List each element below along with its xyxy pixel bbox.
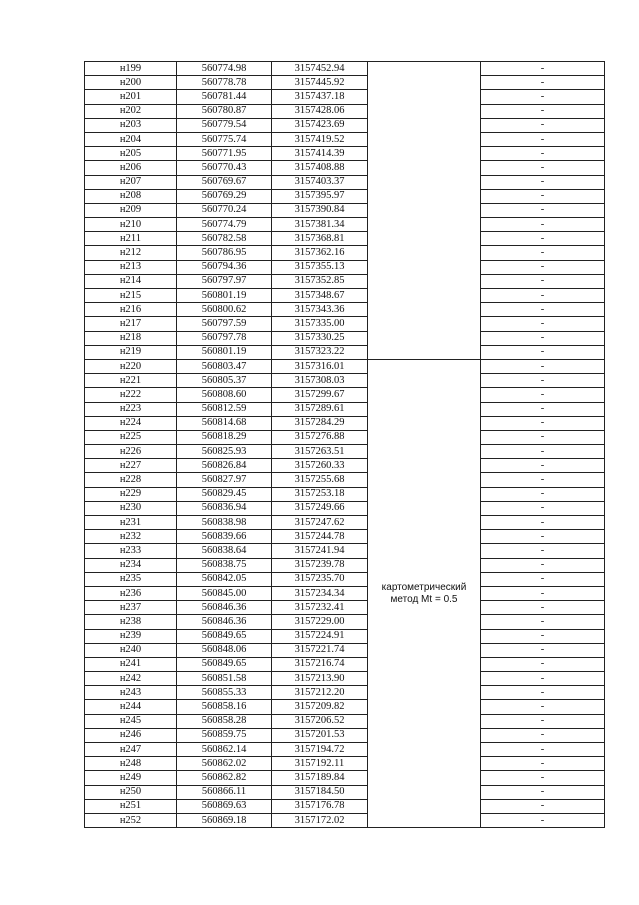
point-number-cell: н239 — [85, 629, 177, 643]
y-coordinate-cell: 3157395.97 — [272, 189, 368, 203]
table-row — [85, 615, 605, 629]
x-coordinate-cell: 560770.24 — [177, 203, 272, 217]
point-number-cell: н244 — [85, 700, 177, 714]
note-cell: - — [481, 657, 605, 671]
y-coordinate-cell: 3157343.36 — [272, 303, 368, 317]
point-number-cell: н222 — [85, 388, 177, 402]
point-number-cell: н243 — [85, 686, 177, 700]
y-coordinate-cell: 3157176.78 — [272, 799, 368, 813]
x-coordinate-cell: 560780.87 — [177, 104, 272, 118]
table-row — [85, 175, 605, 189]
x-coordinate-cell: 560842.05 — [177, 572, 272, 586]
y-coordinate-cell: 3157260.33 — [272, 459, 368, 473]
table-row — [85, 388, 605, 402]
point-number-cell: н206 — [85, 161, 177, 175]
x-coordinate-cell: 560858.28 — [177, 714, 272, 728]
table-row — [85, 416, 605, 430]
coordinates-table — [84, 61, 605, 828]
note-cell: - — [481, 459, 605, 473]
table-row — [85, 260, 605, 274]
table-row — [85, 374, 605, 388]
y-coordinate-cell: 3157414.39 — [272, 147, 368, 161]
y-coordinate-cell: 3157221.74 — [272, 643, 368, 657]
x-coordinate-cell: 560862.82 — [177, 771, 272, 785]
x-coordinate-cell: 560774.79 — [177, 218, 272, 232]
point-number-cell: н241 — [85, 657, 177, 671]
y-coordinate-cell: 3157229.00 — [272, 615, 368, 629]
point-number-cell: н209 — [85, 203, 177, 217]
y-coordinate-cell: 3157249.66 — [272, 501, 368, 515]
point-number-cell: н231 — [85, 516, 177, 530]
x-coordinate-cell: 560812.59 — [177, 402, 272, 416]
y-coordinate-cell: 3157209.82 — [272, 700, 368, 714]
x-coordinate-cell: 560858.16 — [177, 700, 272, 714]
x-coordinate-cell: 560846.36 — [177, 601, 272, 615]
note-cell: - — [481, 544, 605, 558]
point-number-cell: н199 — [85, 62, 177, 76]
x-coordinate-cell: 560774.98 — [177, 62, 272, 76]
table-row — [85, 629, 605, 643]
x-coordinate-cell: 560781.44 — [177, 90, 272, 104]
table-row — [85, 672, 605, 686]
note-cell: - — [481, 416, 605, 430]
note-cell: - — [481, 175, 605, 189]
table-row — [85, 331, 605, 345]
table-row — [85, 274, 605, 288]
point-number-cell: н213 — [85, 260, 177, 274]
note-cell: - — [481, 388, 605, 402]
x-coordinate-cell: 560794.36 — [177, 260, 272, 274]
note-cell: - — [481, 132, 605, 146]
table-row — [85, 104, 605, 118]
y-coordinate-cell: 3157244.78 — [272, 530, 368, 544]
note-cell: - — [481, 374, 605, 388]
note-cell: - — [481, 118, 605, 132]
point-number-cell: н228 — [85, 473, 177, 487]
point-number-cell: н208 — [85, 189, 177, 203]
x-coordinate-cell: 560769.67 — [177, 175, 272, 189]
x-coordinate-cell: 560779.54 — [177, 118, 272, 132]
table-row — [85, 189, 605, 203]
coordinates-table-body — [85, 62, 605, 828]
note-cell: - — [481, 445, 605, 459]
x-coordinate-cell: 560797.97 — [177, 274, 272, 288]
y-coordinate-cell: 3157192.11 — [272, 757, 368, 771]
table-row — [85, 771, 605, 785]
table-row — [85, 728, 605, 742]
note-cell: - — [481, 714, 605, 728]
note-cell: - — [481, 90, 605, 104]
point-number-cell: н212 — [85, 246, 177, 260]
note-cell: - — [481, 203, 605, 217]
note-cell: - — [481, 601, 605, 615]
y-coordinate-cell: 3157348.67 — [272, 289, 368, 303]
y-coordinate-cell: 3157213.90 — [272, 672, 368, 686]
note-cell: - — [481, 700, 605, 714]
table-row — [85, 530, 605, 544]
note-cell: - — [481, 785, 605, 799]
y-coordinate-cell: 3157247.62 — [272, 516, 368, 530]
point-number-cell: н203 — [85, 118, 177, 132]
y-coordinate-cell: 3157335.00 — [272, 317, 368, 331]
point-number-cell: н246 — [85, 728, 177, 742]
point-number-cell: н219 — [85, 345, 177, 359]
x-coordinate-cell: 560800.62 — [177, 303, 272, 317]
x-coordinate-cell: 560869.18 — [177, 813, 272, 827]
note-cell: - — [481, 303, 605, 317]
y-coordinate-cell: 3157212.20 — [272, 686, 368, 700]
x-coordinate-cell: 560849.65 — [177, 657, 272, 671]
x-coordinate-cell: 560838.64 — [177, 544, 272, 558]
y-coordinate-cell: 3157234.34 — [272, 586, 368, 600]
point-number-cell: н233 — [85, 544, 177, 558]
table-row — [85, 132, 605, 146]
point-number-cell: н238 — [85, 615, 177, 629]
note-cell: - — [481, 516, 605, 530]
table-row — [85, 799, 605, 813]
method-text: картометрический — [381, 581, 467, 593]
x-coordinate-cell: 560786.95 — [177, 246, 272, 260]
y-coordinate-cell: 3157308.03 — [272, 374, 368, 388]
table-row — [85, 757, 605, 771]
x-coordinate-cell: 560862.02 — [177, 757, 272, 771]
note-cell: - — [481, 643, 605, 657]
note-cell: - — [481, 672, 605, 686]
table-row — [85, 643, 605, 657]
x-coordinate-cell: 560826.84 — [177, 459, 272, 473]
y-coordinate-cell: 3157428.06 — [272, 104, 368, 118]
note-cell: - — [481, 813, 605, 827]
table-row — [85, 203, 605, 217]
note-cell: - — [481, 430, 605, 444]
x-coordinate-cell: 560869.63 — [177, 799, 272, 813]
x-coordinate-cell: 560818.29 — [177, 430, 272, 444]
note-cell: - — [481, 586, 605, 600]
y-coordinate-cell: 3157408.88 — [272, 161, 368, 175]
y-coordinate-cell: 3157381.34 — [272, 218, 368, 232]
note-cell: - — [481, 232, 605, 246]
x-coordinate-cell: 560782.58 — [177, 232, 272, 246]
x-coordinate-cell: 560801.19 — [177, 345, 272, 359]
x-coordinate-cell: 560849.65 — [177, 629, 272, 643]
point-number-cell: н207 — [85, 175, 177, 189]
table-row — [85, 317, 605, 331]
x-coordinate-cell: 560859.75 — [177, 728, 272, 742]
point-number-cell: н229 — [85, 487, 177, 501]
y-coordinate-cell: 3157355.13 — [272, 260, 368, 274]
table-row — [85, 445, 605, 459]
note-cell: - — [481, 629, 605, 643]
point-number-cell: н234 — [85, 558, 177, 572]
note-cell: - — [481, 530, 605, 544]
note-cell: - — [481, 743, 605, 757]
x-coordinate-cell: 560846.36 — [177, 615, 272, 629]
table-row — [85, 487, 605, 501]
point-number-cell: н237 — [85, 601, 177, 615]
table-row — [85, 90, 605, 104]
y-coordinate-cell: 3157239.78 — [272, 558, 368, 572]
method-text: метод Mt = 0.5 — [390, 593, 458, 605]
note-cell: - — [481, 317, 605, 331]
y-coordinate-cell: 3157352.85 — [272, 274, 368, 288]
x-coordinate-cell: 560801.19 — [177, 289, 272, 303]
table-row — [85, 785, 605, 799]
y-coordinate-cell: 3157263.51 — [272, 445, 368, 459]
note-cell: - — [481, 572, 605, 586]
y-coordinate-cell: 3157216.74 — [272, 657, 368, 671]
table-row — [85, 459, 605, 473]
y-coordinate-cell: 3157323.22 — [272, 345, 368, 359]
note-cell: - — [481, 246, 605, 260]
point-number-cell: н211 — [85, 232, 177, 246]
method-cell — [368, 62, 481, 360]
table-row — [85, 813, 605, 827]
x-coordinate-cell: 560838.75 — [177, 558, 272, 572]
x-coordinate-cell: 560825.93 — [177, 445, 272, 459]
note-cell: - — [481, 799, 605, 813]
y-coordinate-cell: 3157184.50 — [272, 785, 368, 799]
note-cell: - — [481, 331, 605, 345]
table-row — [85, 544, 605, 558]
y-coordinate-cell: 3157172.02 — [272, 813, 368, 827]
note-cell: - — [481, 189, 605, 203]
x-coordinate-cell: 560829.45 — [177, 487, 272, 501]
x-coordinate-cell: 560814.68 — [177, 416, 272, 430]
note-cell: - — [481, 473, 605, 487]
x-coordinate-cell: 560838.98 — [177, 516, 272, 530]
y-coordinate-cell: 3157362.16 — [272, 246, 368, 260]
table-row — [85, 118, 605, 132]
table-row — [85, 76, 605, 90]
y-coordinate-cell: 3157452.94 — [272, 62, 368, 76]
point-number-cell: н216 — [85, 303, 177, 317]
note-cell: - — [481, 615, 605, 629]
x-coordinate-cell: 560803.47 — [177, 359, 272, 373]
note-cell: - — [481, 501, 605, 515]
table-row — [85, 402, 605, 416]
table-row — [85, 516, 605, 530]
table-row — [85, 430, 605, 444]
table-row — [85, 359, 605, 373]
x-coordinate-cell: 560827.97 — [177, 473, 272, 487]
y-coordinate-cell: 3157403.37 — [272, 175, 368, 189]
table-row — [85, 601, 605, 615]
note-cell: - — [481, 402, 605, 416]
y-coordinate-cell: 3157253.18 — [272, 487, 368, 501]
y-coordinate-cell: 3157419.52 — [272, 132, 368, 146]
y-coordinate-cell: 3157299.67 — [272, 388, 368, 402]
y-coordinate-cell: 3157206.52 — [272, 714, 368, 728]
point-number-cell: н230 — [85, 501, 177, 515]
point-number-cell: н227 — [85, 459, 177, 473]
point-number-cell: н251 — [85, 799, 177, 813]
note-cell: - — [481, 218, 605, 232]
point-number-cell: н240 — [85, 643, 177, 657]
y-coordinate-cell: 3157289.61 — [272, 402, 368, 416]
x-coordinate-cell: 560866.11 — [177, 785, 272, 799]
x-coordinate-cell: 560808.60 — [177, 388, 272, 402]
note-cell: - — [481, 728, 605, 742]
point-number-cell: н248 — [85, 757, 177, 771]
note-cell: - — [481, 345, 605, 359]
note-cell: - — [481, 147, 605, 161]
point-number-cell: н204 — [85, 132, 177, 146]
x-coordinate-cell: 560862.14 — [177, 743, 272, 757]
point-number-cell: н214 — [85, 274, 177, 288]
point-number-cell: н205 — [85, 147, 177, 161]
x-coordinate-cell: 560797.78 — [177, 331, 272, 345]
note-cell: - — [481, 757, 605, 771]
note-cell: - — [481, 487, 605, 501]
y-coordinate-cell: 3157330.25 — [272, 331, 368, 345]
x-coordinate-cell: 560769.29 — [177, 189, 272, 203]
table-row — [85, 246, 605, 260]
note-cell: - — [481, 289, 605, 303]
point-number-cell: н247 — [85, 743, 177, 757]
point-number-cell: н221 — [85, 374, 177, 388]
y-coordinate-cell: 3157232.41 — [272, 601, 368, 615]
y-coordinate-cell: 3157276.88 — [272, 430, 368, 444]
x-coordinate-cell: 560851.58 — [177, 672, 272, 686]
note-cell: - — [481, 274, 605, 288]
table-row — [85, 289, 605, 303]
y-coordinate-cell: 3157224.91 — [272, 629, 368, 643]
note-cell: - — [481, 260, 605, 274]
point-number-cell: н202 — [85, 104, 177, 118]
point-number-cell: н252 — [85, 813, 177, 827]
point-number-cell: н236 — [85, 586, 177, 600]
note-cell: - — [481, 359, 605, 373]
y-coordinate-cell: 3157423.69 — [272, 118, 368, 132]
y-coordinate-cell: 3157241.94 — [272, 544, 368, 558]
y-coordinate-cell: 3157255.68 — [272, 473, 368, 487]
table-row — [85, 501, 605, 515]
table-row — [85, 218, 605, 232]
x-coordinate-cell: 560836.94 — [177, 501, 272, 515]
x-coordinate-cell: 560839.66 — [177, 530, 272, 544]
table-row — [85, 232, 605, 246]
note-cell: - — [481, 62, 605, 76]
method-cell — [368, 359, 481, 827]
point-number-cell: н201 — [85, 90, 177, 104]
point-number-cell: н215 — [85, 289, 177, 303]
x-coordinate-cell: 560805.37 — [177, 374, 272, 388]
point-number-cell: н223 — [85, 402, 177, 416]
note-cell: - — [481, 771, 605, 785]
point-number-cell: н232 — [85, 530, 177, 544]
x-coordinate-cell: 560778.78 — [177, 76, 272, 90]
table-row — [85, 62, 605, 76]
point-number-cell: н224 — [85, 416, 177, 430]
table-row — [85, 558, 605, 572]
point-number-cell: н249 — [85, 771, 177, 785]
x-coordinate-cell: 560771.95 — [177, 147, 272, 161]
point-number-cell: н225 — [85, 430, 177, 444]
y-coordinate-cell: 3157189.84 — [272, 771, 368, 785]
point-number-cell: н250 — [85, 785, 177, 799]
x-coordinate-cell: 560845.00 — [177, 586, 272, 600]
table-row — [85, 572, 605, 586]
point-number-cell: н242 — [85, 672, 177, 686]
note-cell: - — [481, 76, 605, 90]
table-row — [85, 345, 605, 359]
y-coordinate-cell: 3157235.70 — [272, 572, 368, 586]
note-cell: - — [481, 558, 605, 572]
x-coordinate-cell: 560775.74 — [177, 132, 272, 146]
point-number-cell: н235 — [85, 572, 177, 586]
table-row — [85, 147, 605, 161]
note-cell: - — [481, 161, 605, 175]
point-number-cell: н210 — [85, 218, 177, 232]
table-row — [85, 473, 605, 487]
point-number-cell: н218 — [85, 331, 177, 345]
table-row — [85, 657, 605, 671]
table-row — [85, 686, 605, 700]
y-coordinate-cell: 3157368.81 — [272, 232, 368, 246]
y-coordinate-cell: 3157437.18 — [272, 90, 368, 104]
table-row — [85, 161, 605, 175]
table-row — [85, 586, 605, 600]
y-coordinate-cell: 3157390.84 — [272, 203, 368, 217]
point-number-cell: н226 — [85, 445, 177, 459]
y-coordinate-cell: 3157194.72 — [272, 743, 368, 757]
x-coordinate-cell: 560848.06 — [177, 643, 272, 657]
point-number-cell: н217 — [85, 317, 177, 331]
y-coordinate-cell: 3157445.92 — [272, 76, 368, 90]
x-coordinate-cell: 560770.43 — [177, 161, 272, 175]
note-cell: - — [481, 104, 605, 118]
y-coordinate-cell: 3157284.29 — [272, 416, 368, 430]
table-row — [85, 303, 605, 317]
point-number-cell: н200 — [85, 76, 177, 90]
table-row — [85, 714, 605, 728]
point-number-cell: н220 — [85, 359, 177, 373]
x-coordinate-cell: 560855.33 — [177, 686, 272, 700]
table-row — [85, 743, 605, 757]
table-row — [85, 700, 605, 714]
x-coordinate-cell: 560797.59 — [177, 317, 272, 331]
y-coordinate-cell: 3157316.01 — [272, 359, 368, 373]
point-number-cell: н245 — [85, 714, 177, 728]
y-coordinate-cell: 3157201.53 — [272, 728, 368, 742]
note-cell: - — [481, 686, 605, 700]
